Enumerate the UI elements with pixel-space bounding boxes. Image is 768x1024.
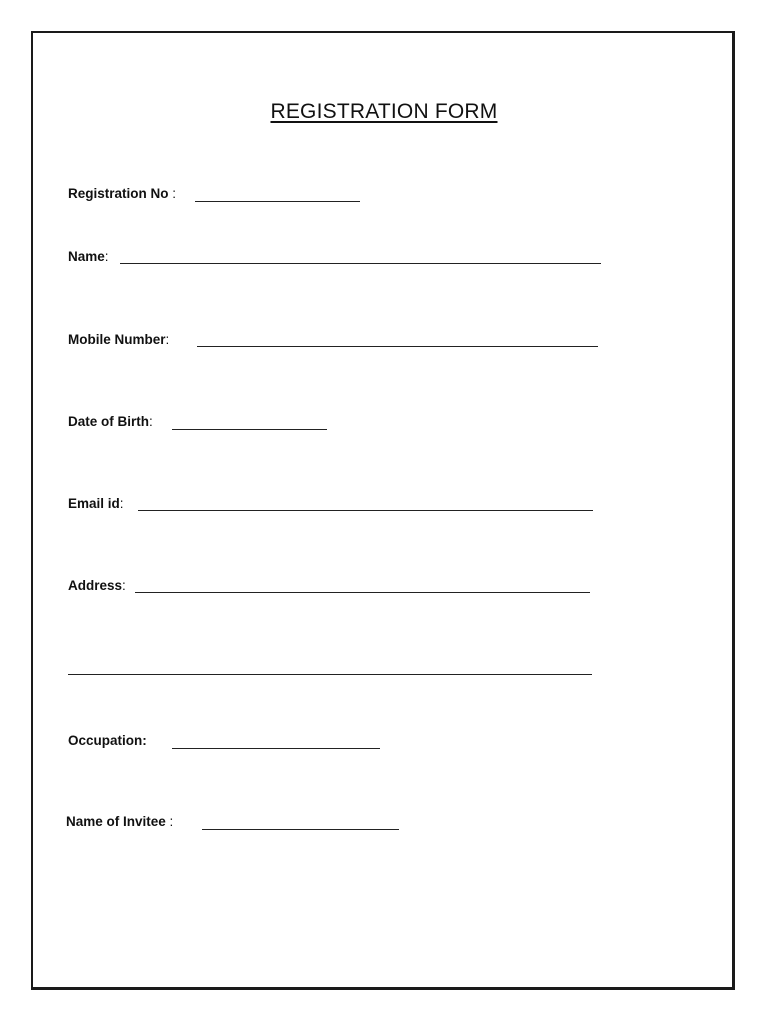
mobile-number-row xyxy=(68,331,169,349)
form-title: REGISTRATION FORM xyxy=(270,100,498,123)
date-of-birth-row xyxy=(68,413,153,431)
occupation-label: Occupation: xyxy=(68,733,147,748)
email-id-field[interactable] xyxy=(138,510,593,511)
address-field-line-1[interactable] xyxy=(135,592,590,593)
date-of-birth-field[interactable] xyxy=(172,429,327,430)
occupation-row xyxy=(68,732,147,750)
address-separator: : xyxy=(122,578,126,593)
mobile-number-label: Mobile Number xyxy=(68,332,166,347)
name-separator: : xyxy=(104,249,109,264)
name-field[interactable] xyxy=(120,263,601,264)
occupation-field[interactable] xyxy=(172,748,380,749)
name-of-invitee-field[interactable] xyxy=(202,829,399,830)
address-field-line-2[interactable] xyxy=(68,674,592,675)
email-id-label: Email id xyxy=(68,496,120,511)
name-of-invitee-label: Name of Invitee xyxy=(66,814,166,829)
name-label: Name xyxy=(68,249,105,264)
date-of-birth-label: Date of Birth xyxy=(68,414,149,429)
registration-no-field[interactable] xyxy=(195,201,360,202)
mobile-number-field[interactable] xyxy=(197,346,598,347)
registration-no-separator: : xyxy=(168,186,177,201)
email-id-row xyxy=(68,495,124,513)
date-of-birth-separator: : xyxy=(149,414,153,429)
name-of-invitee-row xyxy=(66,813,173,831)
name-row xyxy=(68,248,109,266)
address-label: Address xyxy=(68,578,123,593)
registration-no-label: Registration No xyxy=(68,186,169,201)
address-row xyxy=(68,577,126,595)
email-id-separator: : xyxy=(119,496,124,511)
name-of-invitee-separator: : xyxy=(165,814,174,829)
mobile-number-separator: : xyxy=(165,332,170,347)
registration-no-row xyxy=(68,185,176,203)
